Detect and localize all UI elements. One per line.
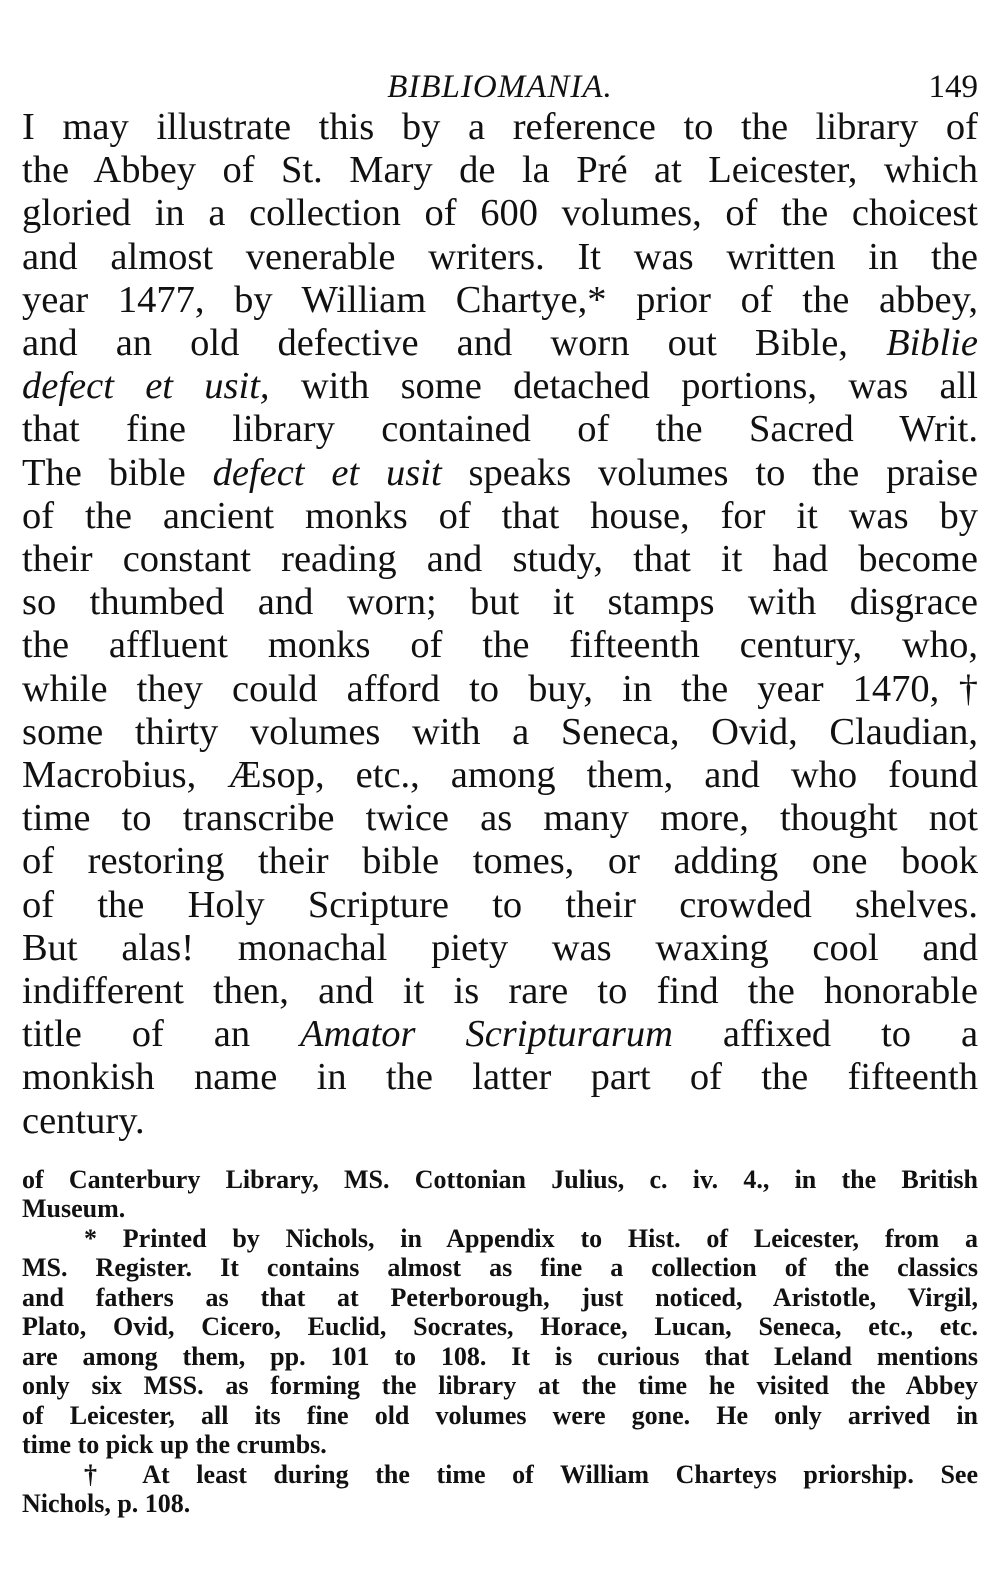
- text-line: century.: [22, 1099, 145, 1142]
- footnote-dagger-line: † At least during the time of William Charteys priorship. See: [84, 1459, 978, 1489]
- text-line: the Abbey of St. Mary de la Pré at Leicester, which: [22, 149, 978, 192]
- text-line: But alas! monachal piety was waxing cool and: [22, 926, 978, 969]
- text-line: of restoring their bible tomes, or adding one book: [22, 840, 978, 883]
- footnote-asterisk-line: * Printed by Nichols, in Appendix to Hist. of Leicester, from a: [84, 1223, 978, 1253]
- footnotes: [22, 1165, 978, 1519]
- italic-phrase: defect et usit,: [22, 365, 270, 408]
- footnote-line: Plato, Ovid, Cicero, Euclid, Socrates, Horace, Lucan, Seneca, etc., etc.: [22, 1312, 978, 1342]
- footnote-line: Nichols, p. 108.: [22, 1489, 191, 1519]
- italic-phrase: defect et usit: [212, 451, 442, 494]
- italic-phrase: Amator Scripturarum: [300, 1013, 673, 1056]
- text-line: while they could afford to buy, in the year 1470,†: [22, 667, 978, 710]
- text-line: the affluent monks of the fifteenth century, who,: [22, 624, 978, 667]
- text-line: monkish name in the latter part of the fifteenth: [22, 1056, 978, 1099]
- text-line: of the ancient monks of that house, for it was by: [22, 494, 978, 537]
- footnote-line: Museum.: [22, 1194, 126, 1224]
- text-line: [22, 322, 978, 365]
- page-header: [22, 62, 978, 112]
- footnote-line: are among them, pp. 101 to 108. It is curious that Leland mentions: [22, 1341, 978, 1371]
- text-segment: affixed to a: [722, 1013, 979, 1056]
- text-line: I may illustrate this by a reference to the library of: [22, 106, 978, 148]
- footnote-line: of Leicester, all its fine old volumes were gone. He only arrived in: [22, 1400, 978, 1430]
- footnote-line: of Canterbury Library, MS. Cottonian Julius, c. iv. 4., in the British: [22, 1164, 978, 1194]
- text-line: [22, 365, 978, 408]
- text-segment: speaks volumes to the praise: [468, 451, 979, 494]
- text-line: their constant reading and study, that it had become: [22, 538, 978, 581]
- page-number: 149: [928, 69, 978, 105]
- footnote-line: and fathers as that at Peterborough, just noticed, Aristotle, Virgil,: [22, 1282, 978, 1312]
- text-line: that fine library contained of the Sacred Writ.: [22, 408, 978, 451]
- text-line: year 1477, by William Chartye,* prior of the abbey,: [22, 278, 978, 321]
- text-segment: title of an: [22, 1013, 251, 1056]
- footnote-line: time to pick up the crumbs.: [22, 1430, 327, 1460]
- main-text: [22, 106, 978, 1143]
- text-segment: with some detached portions, was all: [300, 365, 978, 408]
- text-line: time to transcribe twice as many more, thought not: [22, 797, 978, 840]
- text-segment: The bible: [22, 451, 186, 494]
- book-page: [22, 62, 978, 1519]
- text-line: so thumbed and worn; but it stamps with disgrace: [22, 581, 978, 624]
- text-line: and almost venerable writers. It was written in the: [22, 235, 978, 278]
- italic-phrase: Biblie: [886, 322, 979, 365]
- text-line: of the Holy Scripture to their crowded shelves.: [22, 883, 978, 926]
- text-line: gloried in a collection of 600 volumes, of the choicest: [22, 192, 978, 235]
- text-segment: and an old defective and worn out Bible,: [22, 322, 848, 365]
- text-line: [22, 452, 978, 495]
- footnote-line: only six MSS. as forming the library at the time he visited the Abbey: [22, 1371, 978, 1401]
- text-line: [22, 1013, 978, 1056]
- text-line: some thirty volumes with a Seneca, Ovid, Claudian,: [22, 710, 978, 753]
- text-line: Macrobius, Æsop, etc., among them, and who found: [22, 754, 978, 797]
- running-title: BIBLIOMANIA.: [387, 69, 613, 105]
- footnote-line: MS. Register. It contains almost as fine a collection of the classics: [22, 1253, 978, 1283]
- text-line: indifferent then, and it is rare to find the honorable: [22, 970, 978, 1013]
